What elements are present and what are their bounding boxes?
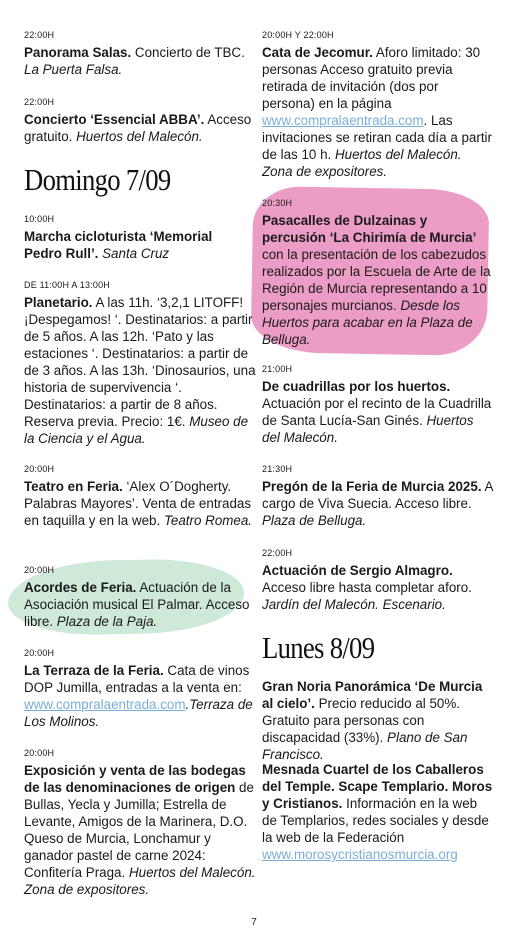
event-text: Actuación por el recinto de la Cuadrilla de Santa Lucía-San Ginés. <box>262 396 492 428</box>
event-terraza-de-la-feria <box>24 648 256 730</box>
event-body <box>24 111 256 145</box>
event-place: Desde los Huertos para acabar en la Plaza de Belluga. <box>262 298 473 347</box>
event-text: Concierto de TBC. <box>131 45 245 60</box>
event-title: Teatro en Feria. <box>24 479 123 494</box>
event-place: Plaza de la Paja. <box>56 614 158 629</box>
event-title: De cuadrillas por los huertos. <box>262 379 451 394</box>
event-text: Acceso gratuito. <box>24 112 252 144</box>
event-sergio-almagro <box>262 548 494 613</box>
event-text: de Bullas, Yecla y Jumilla; Estrella de Levante, Amigos de la Marinera, D.O. Queso de Murcia, Lonchamur y ganador pastel de carne 2024: Confitería Praga. <box>24 780 254 880</box>
event-text: con la presentación de los cabezudos realizados por la Escuela de Arte de la Región de Murcia representando a 10 personajes murcianos. <box>262 247 491 313</box>
event-place: Plano de San Francisco. <box>262 730 468 762</box>
event-time: 20:00H <box>24 748 55 758</box>
event-text: Precio reducido al 50%. Gratuito para personas con discapacidad (33%). <box>262 696 460 745</box>
event-time: 10:00H <box>24 214 55 224</box>
event-body <box>262 478 494 529</box>
event-planetario <box>24 280 256 447</box>
event-pregon-feria <box>262 464 494 529</box>
event-teatro-en-feria <box>24 464 256 529</box>
event-place: La Puerta Falsa. <box>24 62 123 77</box>
event-body <box>262 212 494 348</box>
day-heading-lunes: Lunes 8/09 <box>262 630 375 665</box>
event-time: 21:00H <box>262 364 293 374</box>
event-text: A cargo de Viva Suecia. Acceso libre. <box>262 479 493 511</box>
event-body <box>24 44 256 78</box>
event-time: 22:00H <box>24 30 55 40</box>
event-text: Actuación de la Asociación musical El Palmar. Acceso libre. <box>24 580 250 629</box>
event-time: 21:30H <box>262 464 293 474</box>
event-title: La Terraza de la Feria. <box>24 663 164 678</box>
event-title: Cata de Jecomur. <box>262 45 373 60</box>
event-title: Mesnada Cuartel de los Caballeros del Temple. Scape Templario. Moros y Cristianos. <box>262 762 493 811</box>
event-place: Museo de la Ciencia y el Agua. <box>24 414 249 446</box>
event-title: Exposición y venta de las bodegas de las denominaciones de origen <box>24 763 246 795</box>
event-title: Pregón de la Feria de Murcia 2025. <box>262 479 482 494</box>
event-body <box>262 44 494 180</box>
event-text: Cata de vinos DOP Jumilla, entradas a la venta en: <box>24 663 250 695</box>
event-body <box>262 378 494 446</box>
event-time: 20:00H <box>24 648 55 658</box>
event-place: Teatro Romea. <box>163 513 253 528</box>
event-time: 20:00H Y 22:00H <box>262 30 334 40</box>
event-title: Gran Noria Panorámica ‘De Murcia al cielo’. <box>262 679 483 711</box>
event-place: Plaza de Belluga. <box>262 513 367 528</box>
event-place: Santa Cruz <box>98 246 170 261</box>
event-body <box>262 678 494 763</box>
event-title: Actuación de Sergio Almagro. <box>262 563 453 578</box>
event-body <box>24 762 256 898</box>
day-heading-domingo: Domingo 7/09 <box>24 162 171 197</box>
event-text: A las 11h. ‘3,2,1 LITOFF! ¡Despegamos! ‘. Destinatarios: a partir de 5 años. A las 12h. ‘Pato y las estaciones ‘. Destinatarios: a partir de de 3 años. A las 13h. ‘Dinosaurios, una historia de supervivencia ‘. Destinatarios: a partir de 8 años. Reserva previa. Precio: 1€. <box>24 295 256 429</box>
event-text: Aforo limitado: 30 personas Acceso gratuito previa retirada de invitación (dos por persona) en la página <box>262 45 481 111</box>
event-body <box>24 228 224 262</box>
event-place: Huertos del Malecón. <box>76 129 203 144</box>
event-pasacalles-dulzainas <box>262 198 494 348</box>
event-time: DE 11:00H A 13:00H <box>24 280 110 290</box>
event-text: Acceso libre hasta completar aforo. <box>262 580 472 595</box>
event-time: 20:30H <box>262 198 293 208</box>
event-place: Huertos del Malecón. Zona de expositores. <box>262 147 462 179</box>
compralaentrada-link[interactable]: www.compralaentrada.com <box>24 697 186 712</box>
event-place: Huertos del Malecón. <box>262 413 474 445</box>
compralaentrada-link[interactable]: www.compralaentrada.com <box>262 113 424 128</box>
event-time: 20:00H <box>24 565 55 575</box>
event-time: 22:00H <box>262 548 293 558</box>
event-exposicion-bodegas <box>24 748 256 898</box>
event-body <box>24 294 256 447</box>
event-title: Concierto ‘Essencial ABBA’. <box>24 112 205 127</box>
event-body <box>24 579 256 630</box>
event-gran-noria <box>262 678 494 763</box>
event-place: .Terraza de Los Molinos. <box>24 697 253 729</box>
event-title: Pasacalles de Dulzainas y percusión ‘La Chirimía de Murcia’ <box>262 213 477 245</box>
event-body <box>24 478 256 529</box>
event-title: Acordes de Feria. <box>24 580 137 595</box>
event-acordes-de-feria <box>24 565 256 630</box>
event-place: Jardín del Malecón. Escenario. <box>262 597 446 612</box>
event-text: Información en la web de Templarios, redes sociales y desde la web de la Federación <box>262 796 489 845</box>
morosycristianos-link[interactable]: www.morosycristianosmurcia.org <box>262 847 458 862</box>
event-essencial-abba <box>24 97 256 145</box>
event-text-2: . Las invitaciones se retiran cada día a partir de las 10 h. <box>262 113 492 162</box>
event-body <box>262 761 494 863</box>
event-cata-jecomur <box>262 30 494 180</box>
event-body <box>262 562 494 613</box>
event-title: Marcha cicloturista ‘Memorial Pedro Rull’. <box>24 229 213 261</box>
event-time: 22:00H <box>24 97 55 107</box>
event-time: 20:00H <box>24 464 55 474</box>
event-de-cuadrillas <box>262 364 494 446</box>
event-panorama-salas <box>24 30 256 78</box>
event-title: Panorama Salas. <box>24 45 132 60</box>
event-title: Planetario. <box>24 295 93 310</box>
page-number: 7 <box>251 917 257 928</box>
event-text: ‘Alex O´Dogherty. Palabras Mayores’. Venta de entradas en taquilla y en la web. <box>24 479 252 528</box>
event-place: Huertos del Malecón. Zona de expositores. <box>24 865 256 897</box>
event-marcha-cicloturista <box>24 214 256 262</box>
event-body <box>24 662 256 730</box>
event-mesnada-temple <box>262 761 494 863</box>
